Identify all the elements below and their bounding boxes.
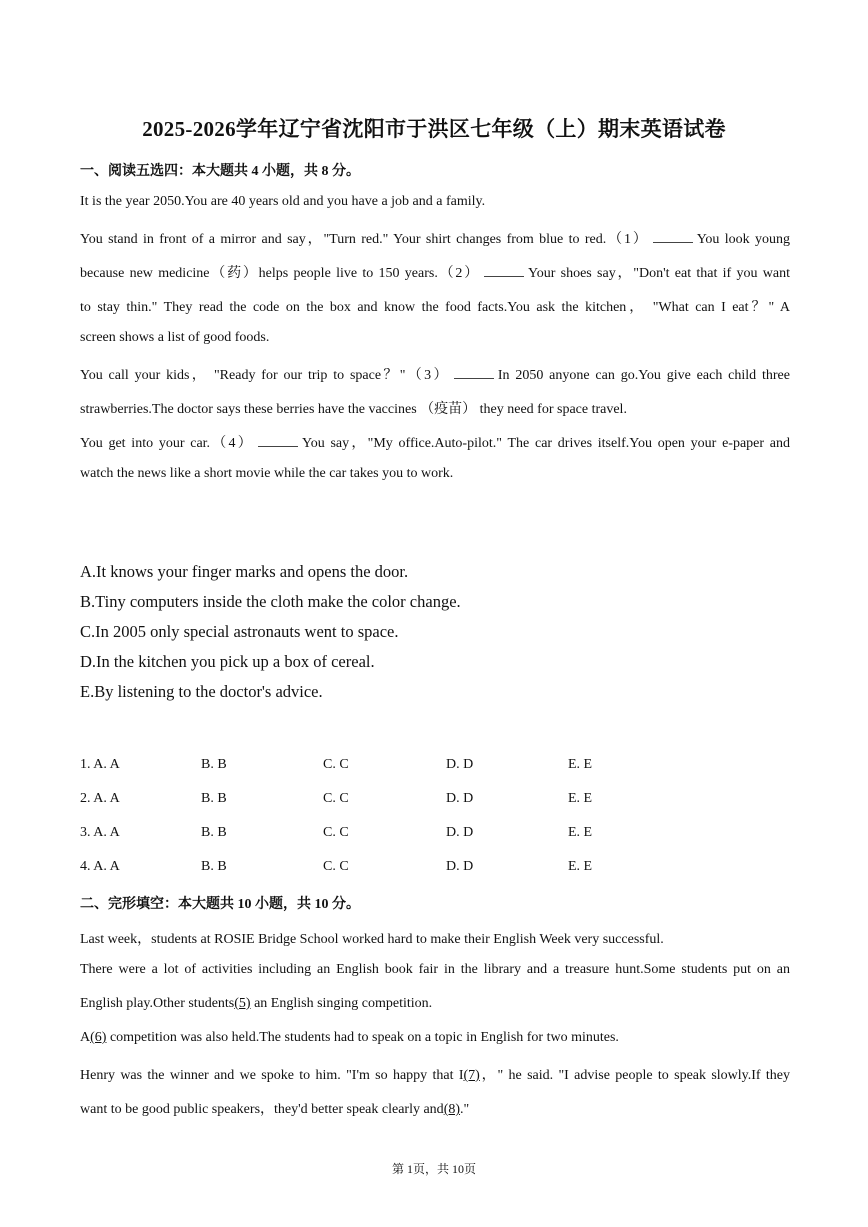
gap-6: (6)	[90, 1030, 107, 1045]
passage-text: In 2050 anyone can go.You give each child three	[497, 368, 790, 383]
section-2-heading: 二、完形填空：本大题共 10 小题，共 10 分。	[80, 897, 360, 912]
passage-text: You stand in front of a mirror and say，"Turn red." Your shirt changes from blue to red.（1）	[80, 232, 649, 247]
passage-line: It is the year 2050.You are 40 years old and you have a job and a family.	[80, 194, 486, 209]
answer-row	[80, 859, 700, 877]
passage-line	[80, 1030, 790, 1046]
answer-choice-e[interactable]: E. E	[568, 791, 593, 806]
passage-text: You say，"My office.Auto-pilot." The car drives itself.You open your e-paper and	[302, 436, 790, 451]
answer-choice-b[interactable]: B. B	[201, 859, 227, 874]
answer-row	[80, 825, 700, 843]
passage-line: Last week，students at ROSIE Bridge School worked hard to make their English Week very successful.	[80, 932, 664, 947]
answer-choice-a[interactable]: 3. A. A	[80, 825, 120, 840]
passage-text: English play.Other students	[80, 996, 235, 1011]
passage-line	[80, 1064, 790, 1084]
passage-line	[80, 262, 790, 282]
page-title: 2025-2026学年辽宁省沈阳市于洪区七年级（上）期末英语试卷	[142, 117, 726, 141]
passage-text: Your shoes say，"Don't eat that if you want	[527, 266, 790, 281]
passage-text: You get into your car.（4）	[80, 436, 255, 451]
gap-7: (7)	[463, 1068, 480, 1083]
blank-1	[653, 230, 693, 243]
gap-8: (8)	[443, 1102, 461, 1117]
answer-choice-c[interactable]: C. C	[323, 859, 349, 874]
passage-text: want to be good public speakers，they'd better speak clearly and	[80, 1102, 444, 1117]
passage-text: ."	[460, 1102, 470, 1117]
option-c: C.In 2005 only special astronauts went to space.	[80, 622, 399, 641]
passage-text: Henry was the winner and we spoke to him. "I'm so happy that I	[80, 1068, 464, 1083]
passage-line	[80, 1098, 790, 1118]
option-b: B.Tiny computers inside the cloth make the color change.	[80, 592, 461, 611]
passage-line: to stay thin." They read the code on the box and know the food facts.You ask the kitchen， "What can I eat？" A	[80, 300, 790, 315]
gap-5: (5)	[234, 996, 251, 1011]
answer-choice-e[interactable]: E. E	[568, 757, 593, 772]
answer-choice-d[interactable]: D. D	[446, 825, 474, 840]
answer-choice-b[interactable]: B. B	[201, 757, 227, 772]
answer-choice-c[interactable]: C. C	[323, 757, 349, 772]
answer-choice-b[interactable]: B. B	[201, 825, 227, 840]
blank-3	[454, 366, 494, 379]
passage-text: because new medicine（药）helps people live to 150 years.（2）	[80, 266, 480, 281]
section-1-heading: 一、阅读五选四：本大题共 4 小题，共 8 分。	[80, 164, 360, 179]
passage-text: You look young	[696, 232, 790, 247]
passage-line	[80, 432, 790, 452]
passage-text: ，" he said. "I advise people to speak slowly.If they	[479, 1068, 791, 1083]
answer-choice-b[interactable]: B. B	[201, 791, 227, 806]
passage-line	[80, 364, 790, 384]
passage-line: watch the news like a short movie while the car takes you to work.	[80, 466, 454, 481]
option-e: E.By listening to the doctor's advice.	[80, 682, 323, 701]
passage-text: A	[80, 1030, 91, 1045]
answer-choice-d[interactable]: D. D	[446, 859, 474, 874]
passage-line: screen shows a list of good foods.	[80, 330, 270, 345]
answer-choice-c[interactable]: C. C	[323, 825, 349, 840]
answer-choice-d[interactable]: D. D	[446, 757, 474, 772]
passage-text: an English singing competition.	[250, 996, 433, 1011]
passage-text: competition was also held.The students had to speak on a topic in English for two minutes.	[106, 1030, 619, 1045]
answer-row	[80, 757, 700, 775]
answer-choice-e[interactable]: E. E	[568, 825, 593, 840]
passage-line: There were a lot of activities including an English book fair in the library and a treasure hunt.Some students put on an	[80, 962, 790, 977]
passage-line: strawberries.The doctor says these berries have the vaccines （疫苗） they need for space travel.	[80, 402, 627, 417]
passage-line	[80, 996, 790, 1012]
answer-choice-a[interactable]: 2. A. A	[80, 791, 120, 806]
answer-choice-a[interactable]: 1. A. A	[80, 757, 120, 772]
passage-line	[80, 228, 790, 248]
option-a: A.It knows your finger marks and opens the door.	[80, 562, 409, 581]
answer-choice-a[interactable]: 4. A. A	[80, 859, 120, 874]
page-footer: 第 1页，共 10页	[391, 1162, 476, 1176]
answer-choice-c[interactable]: C. C	[323, 791, 349, 806]
answer-choice-e[interactable]: E. E	[568, 859, 593, 874]
option-d: D.In the kitchen you pick up a box of cereal.	[80, 652, 375, 671]
answer-choice-d[interactable]: D. D	[446, 791, 474, 806]
answer-row	[80, 791, 700, 809]
passage-text: You call your kids， "Ready for our trip to space？"（3）	[80, 368, 450, 383]
blank-4	[258, 434, 298, 447]
blank-2	[484, 264, 524, 277]
